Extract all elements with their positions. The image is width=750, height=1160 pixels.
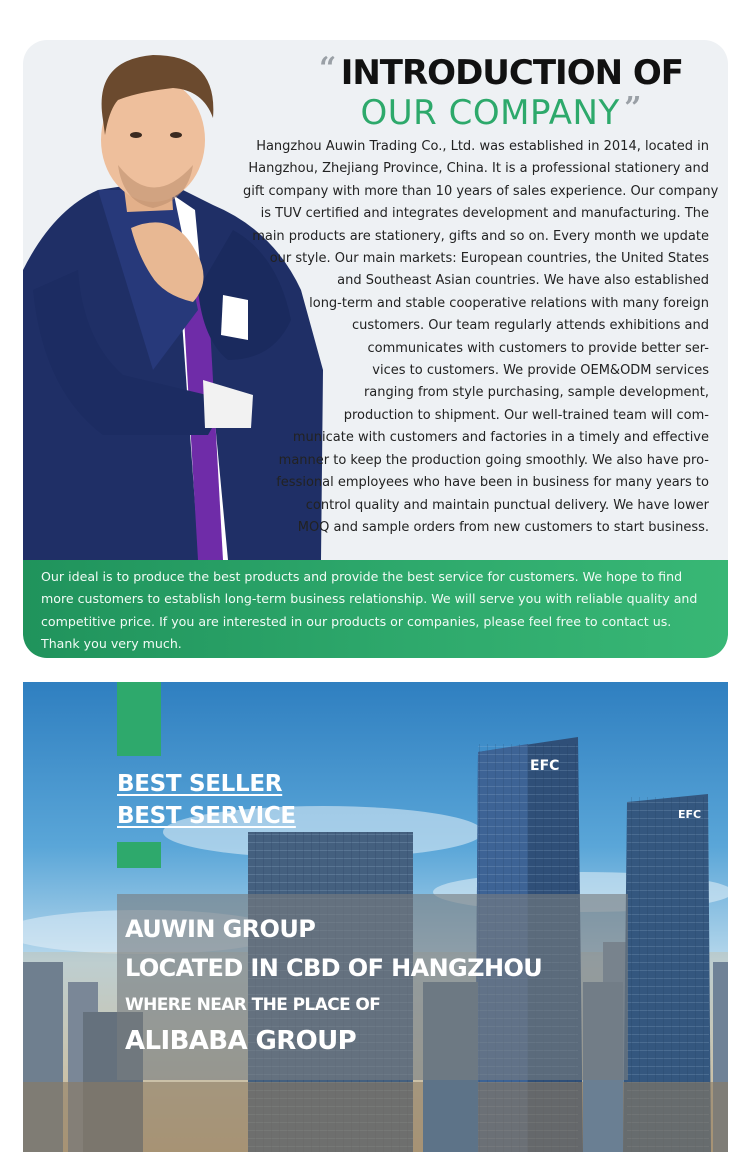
paragraph-line: Hangzhou Auwin Trading Co., Ltd. was established in 2014, located in xyxy=(256,139,709,154)
tower-sign-main: EFC xyxy=(530,758,560,774)
mission-line: Thank you very much. xyxy=(41,635,182,651)
paragraph-line: MOQ and sample orders from new customers to start business. xyxy=(297,519,709,535)
quote-open-icon: “ xyxy=(318,51,337,86)
paragraph-line: control quality and maintain punctual delivery. We have lower xyxy=(305,497,709,513)
mission-line: competitive price. If you are interested in our products or companies, please feel free to contact us. xyxy=(41,613,672,629)
info-line-2: LOCATED IN CBD OF HANGZHOU xyxy=(125,954,543,982)
slogan-line-1: BEST SELLER xyxy=(117,771,283,797)
slogan xyxy=(117,768,296,832)
city-banner xyxy=(23,682,728,1152)
paragraph-line: Hangzhou, Zhejiang Province, China. It is a professional stationery and xyxy=(248,161,709,177)
mission-line: Our ideal is to produce the best products and provide the best service for customers. We hope to find xyxy=(41,569,683,584)
info-line-3: WHERE NEAR THE PLACE OF xyxy=(125,995,381,1015)
mission-text xyxy=(41,566,715,655)
paragraph-line: customers. Our team regularly attends exhibitions and xyxy=(352,318,709,334)
title-line-1: INTRODUCTION OF xyxy=(340,53,684,93)
paragraph-line: production to shipment. Our well-trained team will com- xyxy=(343,407,709,423)
company-location-box xyxy=(117,894,628,1080)
paragraph-line: is TUV certified and integrates development and manufacturing. The xyxy=(260,206,709,222)
paragraph-line: ranging from style purchasing, sample development, xyxy=(363,385,709,401)
mission-band xyxy=(23,560,728,658)
paragraph-line: fessional employees who have been in business for many years to xyxy=(276,475,709,491)
intro-paragraph xyxy=(243,136,719,539)
accent-bar-top xyxy=(117,682,161,756)
info-line-4: ALIBABA GROUP xyxy=(125,1026,357,1056)
paragraph-line: municate with customers and factories in a timely and effective xyxy=(292,430,709,446)
paragraph-line: and Southeast Asian countries. We have also established xyxy=(337,273,709,289)
paragraph-line: main products are stationery, gifts and so on. Every month we update xyxy=(252,228,709,244)
info-line-1: AUWIN GROUP xyxy=(125,915,316,943)
paragraph-line: our style. Our main markets: European countries, the United States xyxy=(269,251,709,267)
paragraph-line: manner to keep the production going smoothly. We also have pro- xyxy=(278,452,709,468)
paragraph-line: gift company with more than 10 years of sales experience. Our company xyxy=(243,183,719,199)
mission-line: more customers to establish long-term business relationship. We will serve you with reliable quality and xyxy=(41,591,698,607)
paragraph-line: communicates with customers to provide better ser- xyxy=(367,340,709,356)
paragraph-line: long-term and stable cooperative relations with many foreign xyxy=(309,295,709,311)
company-intro-card xyxy=(23,40,728,658)
paragraph-line: vices to customers. We provide OEM&ODM services xyxy=(372,363,709,379)
intro-title xyxy=(291,52,711,134)
quote-close-icon: ” xyxy=(624,91,642,126)
slogan-line-2: BEST SERVICE xyxy=(117,803,296,829)
tower-sign-right: EFC xyxy=(678,808,702,821)
title-line-2: OUR COMPANY xyxy=(360,93,620,133)
accent-bar-small xyxy=(117,842,161,868)
